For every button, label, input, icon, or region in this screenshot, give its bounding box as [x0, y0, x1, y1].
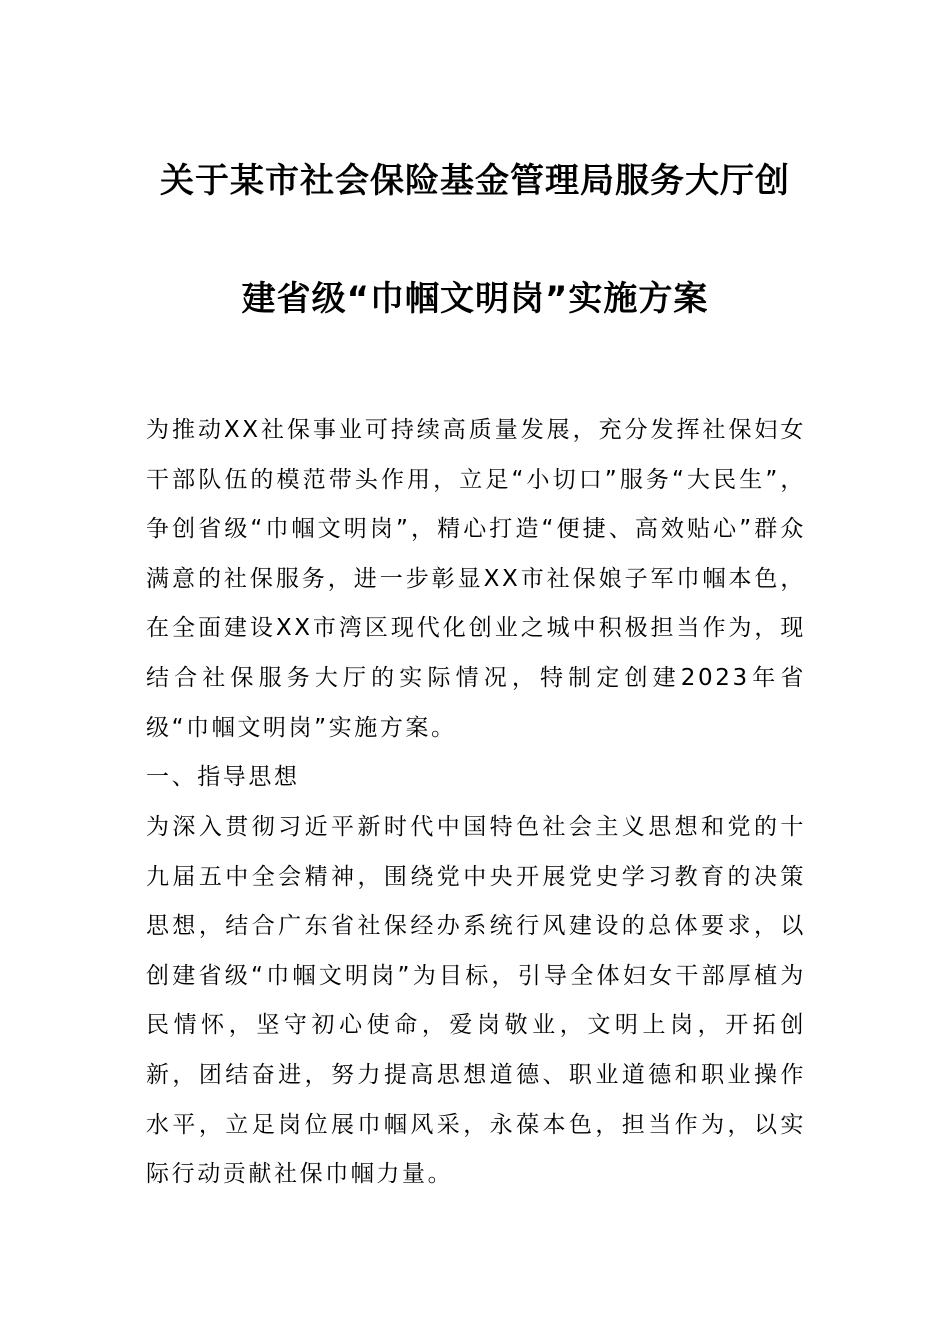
document-title-line-1: 关于某市社会保险基金管理局服务大厅创 [160, 161, 790, 201]
document-title-line-2: 建省级“巾帼文明岗”实施方案 [241, 279, 709, 319]
section-1-paragraph: 为深入贯彻习近平新时代中国特色社会主义思想和党的十九届五中全会精神，围绕党中央开展党史学习教育的决策思想，结合广东省社保经办系统行风建设的总体要求，以创建省级“巾帼文明岗”为目标，引导全体妇女干部厚植为民情怀，坚守初心使命，爱岗敬业，文明上岗，开拓创新，团结奋进，努力提高思想道德、职业道德和职业操作水平，立足岗位展巾帼风采，永葆本色，担当作为，以实际行动贡献社保巾帼力量。 [146, 814, 806, 1188]
section-heading-guiding-thought: 一、指导思想 [146, 764, 300, 790]
intro-paragraph: 为推动XX社保事业可持续高质量发展，充分发挥社保妇女干部队伍的模范带头作用，立足“小切口”服务“大民生”，争创省级“巾帼文明岗”，精心打造“便捷、高效贴心”群众满意的社保服务，进一步彰显XX市社保娘子军巾帼本色，在全面建设XX市湾区现代化创业之城中积极担当作为，现结合社保服务大厅的实际情况，特制定创建2023年省级“巾帼文明岗”实施方案。 [146, 417, 806, 741]
